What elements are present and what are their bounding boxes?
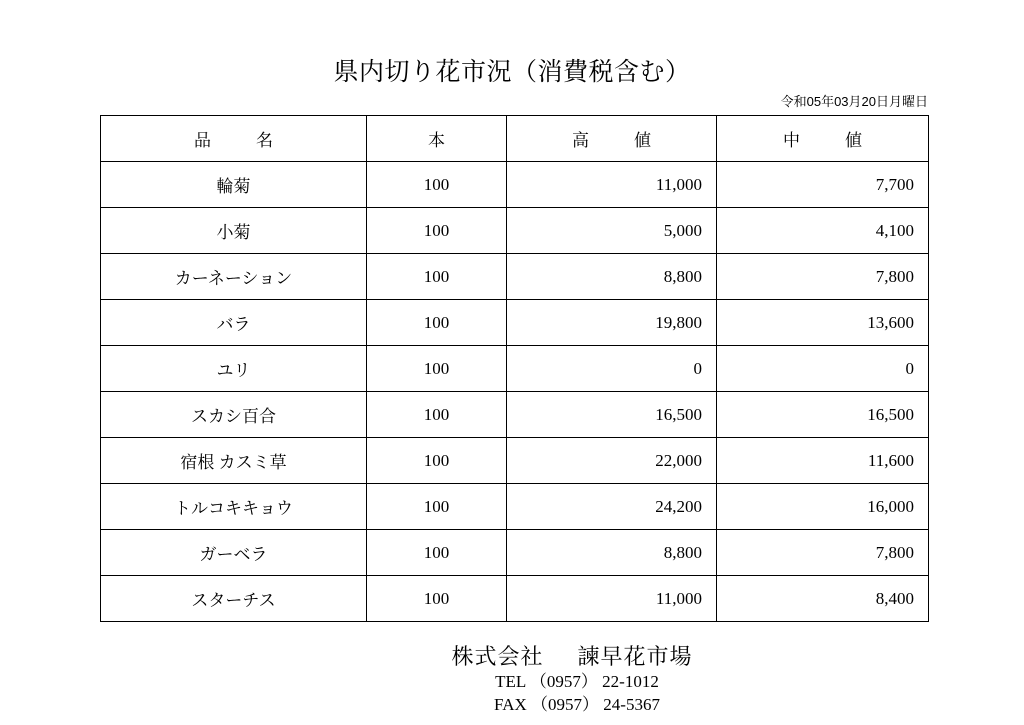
fax-number: FAX （0957） 24-5367 — [494, 694, 660, 714]
cell-mid-price: 7,800 — [717, 254, 929, 300]
cell-mid-price: 16,500 — [717, 392, 929, 438]
cell-high-price: 19,800 — [507, 300, 717, 346]
table-row — [101, 392, 929, 438]
cell-item-name: カーネーション — [101, 254, 367, 300]
document-date: 令和05年03月20日月曜日 — [780, 94, 928, 109]
cell-high-price: 11,000 — [507, 162, 717, 208]
cell-item-name: バラ — [101, 300, 367, 346]
cell-item-name: トルコキキョウ — [101, 484, 367, 530]
cell-unit: 100 — [367, 392, 507, 438]
cell-unit: 100 — [367, 576, 507, 622]
company-name: 諫早花市場 — [577, 644, 693, 669]
cell-high-price: 0 — [507, 346, 717, 392]
cell-mid-price: 4,100 — [717, 208, 929, 254]
cell-mid-price: 11,600 — [717, 438, 929, 484]
cell-mid-price: 7,800 — [717, 530, 929, 576]
cell-item-name: ガーベラ — [101, 530, 367, 576]
column-header-high-price: 高 値 — [507, 116, 717, 162]
cell-mid-price: 13,600 — [717, 300, 929, 346]
page-title: 県内切り花市況（消費税含む） — [333, 59, 691, 86]
table-body — [101, 162, 929, 622]
cell-high-price: 24,200 — [507, 484, 717, 530]
table-row — [101, 576, 929, 622]
cell-unit: 100 — [367, 208, 507, 254]
telephone-number: TEL （0957） 22-1012 — [495, 672, 659, 691]
cell-high-price: 16,500 — [507, 392, 717, 438]
cell-unit: 100 — [367, 300, 507, 346]
cell-high-price: 22,000 — [507, 438, 717, 484]
table-row — [101, 530, 929, 576]
table-row — [101, 346, 929, 392]
table-row — [101, 484, 929, 530]
cell-item-name: スカシ百合 — [101, 392, 367, 438]
cell-high-price: 5,000 — [507, 208, 717, 254]
column-header-unit: 本 — [367, 116, 507, 162]
cell-high-price: 8,800 — [507, 530, 717, 576]
company-line — [120, 640, 1024, 671]
cell-mid-price: 7,700 — [717, 162, 929, 208]
cell-unit: 100 — [367, 162, 507, 208]
contact-block — [130, 671, 1024, 717]
cell-unit: 100 — [367, 438, 507, 484]
cell-unit: 100 — [367, 254, 507, 300]
cell-item-name: 宿根 カスミ草 — [101, 438, 367, 484]
cell-high-price: 8,800 — [507, 254, 717, 300]
cell-item-name: 輪菊 — [101, 162, 367, 208]
column-header-mid-price: 中 値 — [717, 116, 929, 162]
table-row — [101, 162, 929, 208]
cell-mid-price: 8,400 — [717, 576, 929, 622]
table-row — [101, 208, 929, 254]
cell-item-name: スターチス — [101, 576, 367, 622]
company-prefix: 株式会社 — [451, 644, 544, 669]
table-row — [101, 300, 929, 346]
cell-unit: 100 — [367, 484, 507, 530]
cell-unit: 100 — [367, 346, 507, 392]
table-row — [101, 438, 929, 484]
cell-item-name: ユリ — [101, 346, 367, 392]
cell-item-name: 小菊 — [101, 208, 367, 254]
cell-mid-price: 16,000 — [717, 484, 929, 530]
document-footer — [0, 640, 1024, 717]
column-header-name: 品 名 — [101, 116, 367, 162]
cell-high-price: 11,000 — [507, 576, 717, 622]
table-header — [101, 116, 929, 162]
table-header-row — [101, 116, 929, 162]
cell-mid-price: 0 — [717, 346, 929, 392]
table-row — [101, 254, 929, 300]
cell-unit: 100 — [367, 530, 507, 576]
market-price-table — [100, 115, 929, 622]
